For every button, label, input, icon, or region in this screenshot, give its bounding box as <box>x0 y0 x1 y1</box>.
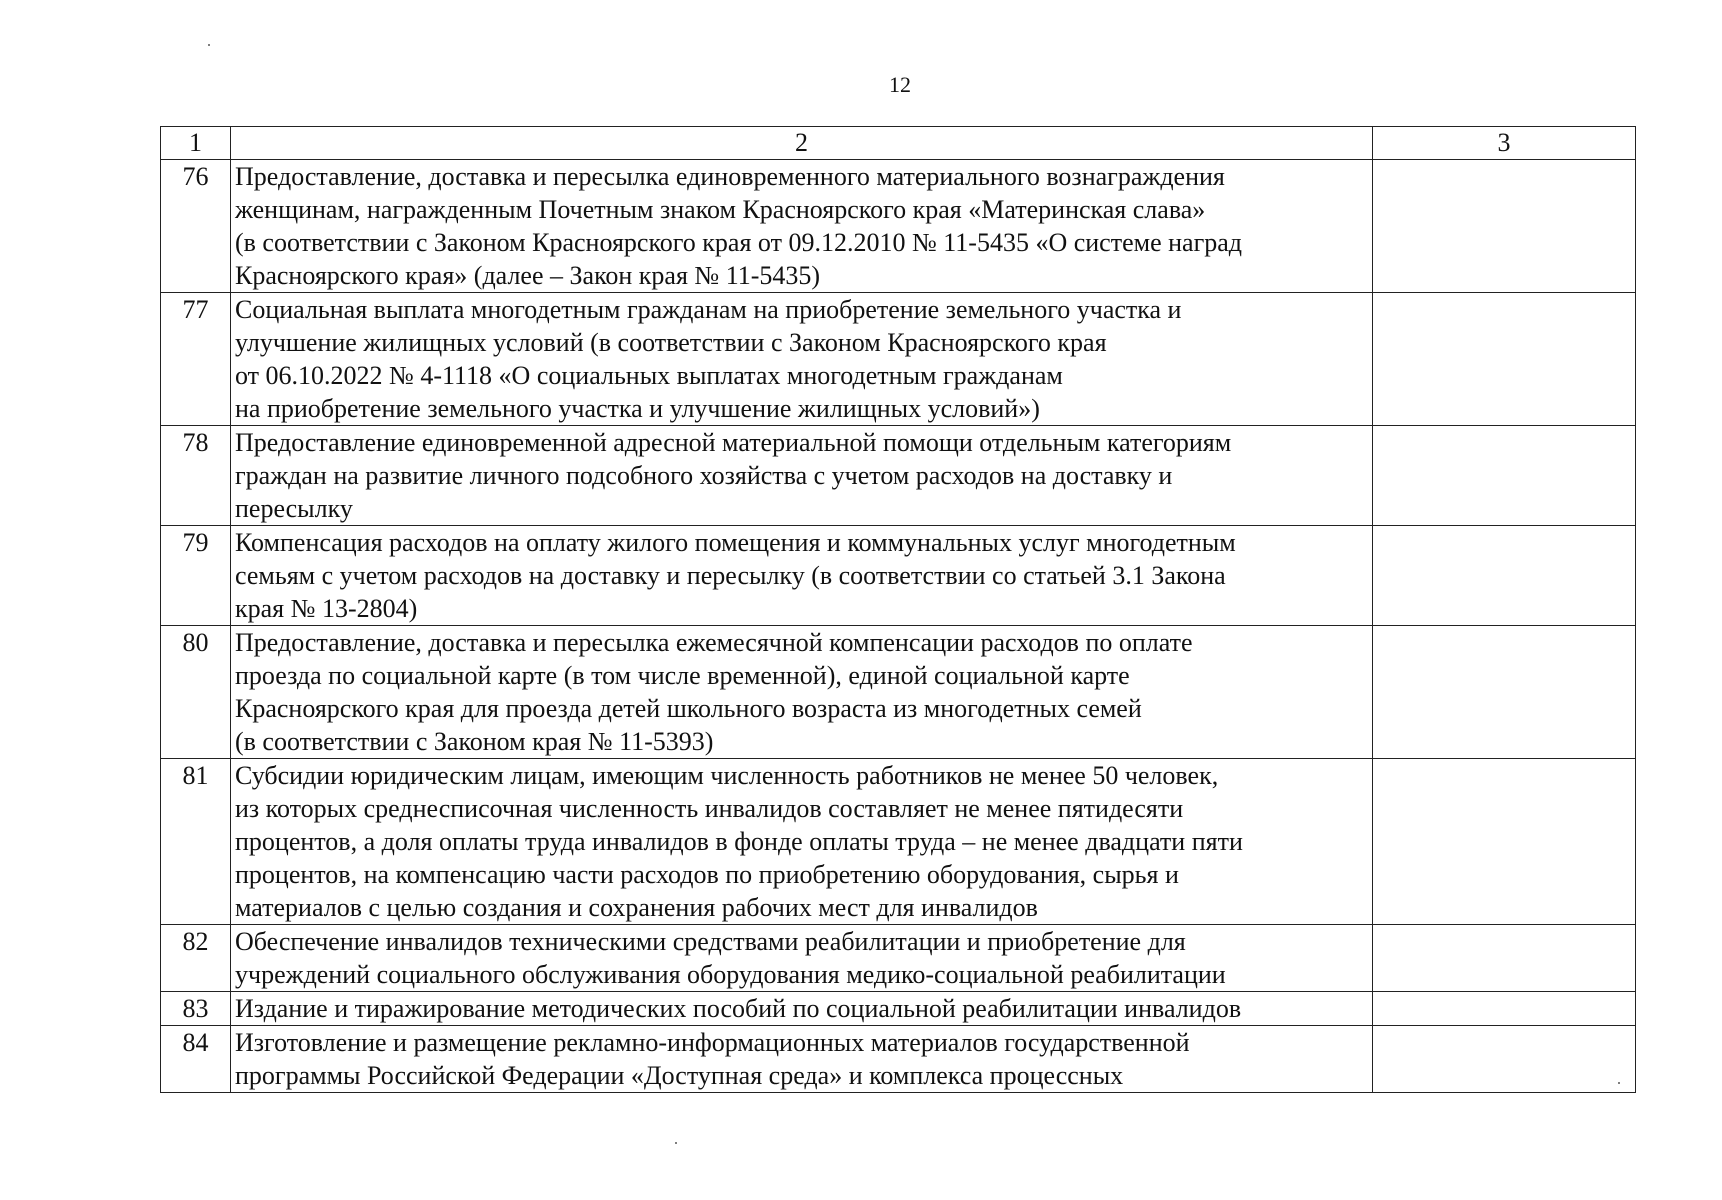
row-column-3-cell <box>1373 526 1636 626</box>
column-header-1: 1 <box>161 127 231 160</box>
row-number: 80 <box>161 626 231 759</box>
row-description: Обеспечение инвалидов техническими средствами реабилитации и приобретение для учреждений социального обслуживания оборудования медико-социальной реабилитации <box>231 925 1373 992</box>
table-header-row <box>161 127 1636 160</box>
row-number: 81 <box>161 759 231 925</box>
row-description: Издание и тиражирование методических пособий по социальной реабилитации инвалидов <box>231 992 1373 1026</box>
row-description: Компенсация расходов на оплату жилого помещения и коммунальных услуг многодетным семьям с учетом расходов на доставку и пересылку (в соответствии со статьей 3.1 Закона края № 13-2804) <box>231 526 1373 626</box>
column-header-2: 2 <box>231 127 1373 160</box>
page-number: 12 <box>889 72 911 97</box>
table-row <box>161 759 1636 925</box>
row-column-3-cell <box>1373 160 1636 293</box>
row-column-3-cell <box>1373 759 1636 925</box>
row-column-3-cell <box>1373 426 1636 526</box>
row-number: 76 <box>161 160 231 293</box>
table-row <box>161 293 1636 426</box>
row-number: 79 <box>161 526 231 626</box>
row-number: 82 <box>161 925 231 992</box>
scan-speck <box>1618 1082 1620 1084</box>
row-column-3-cell <box>1373 925 1636 992</box>
row-description: Изготовление и размещение рекламно-информационных материалов государственной программы Российской Федерации «Доступная среда» и комплекса процессных <box>231 1026 1373 1093</box>
table-row <box>161 626 1636 759</box>
table-row <box>161 526 1636 626</box>
row-column-3-cell <box>1373 992 1636 1026</box>
row-column-3-cell <box>1373 626 1636 759</box>
table-row <box>161 426 1636 526</box>
row-description: Предоставление, доставка и пересылка ежемесячной компенсации расходов по оплате проезда по социальной карте (в том числе временной), единой социальной карте Красноярского края для проезда детей школьного возраста из многодетных семей (в соответствии с Законом края № 11-5393) <box>231 626 1373 759</box>
row-description: Предоставление единовременной адресной материальной помощи отдельным категориям граждан на развитие личного подсобного хозяйства с учетом расходов на доставку и пересылку <box>231 426 1373 526</box>
scan-speck <box>208 44 210 46</box>
scan-speck <box>675 1142 677 1144</box>
row-number: 84 <box>161 1026 231 1093</box>
column-header-3: 3 <box>1373 127 1636 160</box>
row-description: Субсидии юридическим лицам, имеющим численность работников не менее 50 человек, из которых среднесписочная численность инвалидов составляет не менее пятидесяти процентов, а доля оплаты труда инвалидов в фонде оплаты труда – не менее двадцати пяти процентов, на компенсацию части расходов по приобретению оборудования, сырья и материалов с целью создания и сохранения рабочих мест для инвалидов <box>231 759 1373 925</box>
table-row <box>161 925 1636 992</box>
row-description: Предоставление, доставка и пересылка единовременного материального вознаграждения женщинам, награжденным Почетным знаком Красноярского края «Материнская слава» (в соответствии с Законом Красноярского края от 09.12.2010 № 11-5435 «О системе наград Красноярского края» (далее – Закон края № 11-5435) <box>231 160 1373 293</box>
row-number: 83 <box>161 992 231 1026</box>
document-table <box>160 126 1636 1093</box>
row-number: 77 <box>161 293 231 426</box>
table-row <box>161 1026 1636 1093</box>
row-description: Социальная выплата многодетным гражданам на приобретение земельного участка и улучшение жилищных условий (в соответствии с Законом Красноярского края от 06.10.2022 № 4-1118 «О социальных выплатах многодетным гражданам на приобретение земельного участка и улучшение жилищных условий») <box>231 293 1373 426</box>
table-row <box>161 992 1636 1026</box>
table-row <box>161 160 1636 293</box>
row-number: 78 <box>161 426 231 526</box>
row-column-3-cell <box>1373 293 1636 426</box>
row-column-3-cell <box>1373 1026 1636 1093</box>
